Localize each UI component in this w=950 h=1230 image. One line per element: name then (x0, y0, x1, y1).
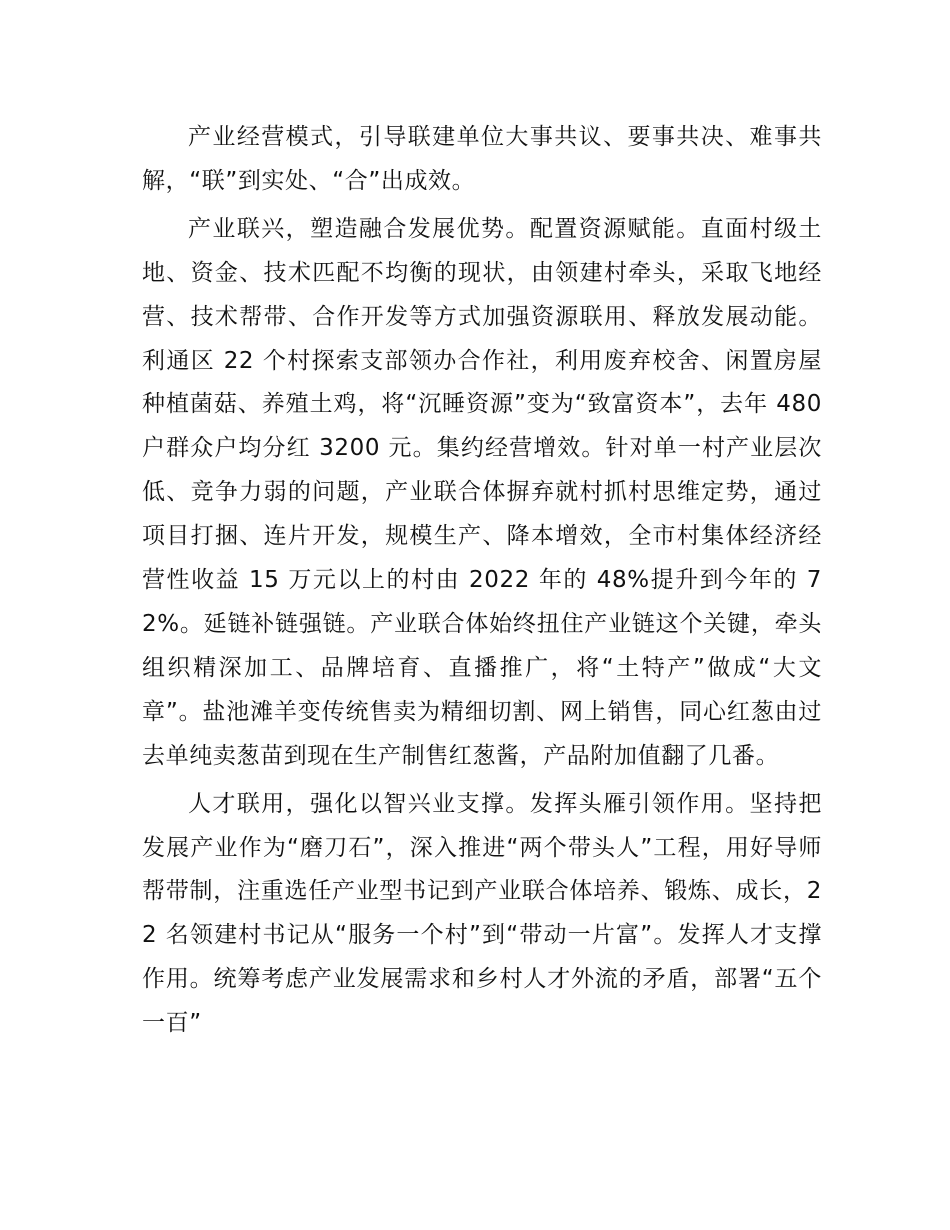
document-body (142, 116, 822, 1050)
paragraph-1: 产业经营模式，引导联建单位大事共议、要事共决、难事共解，“联”到实处、“合”出成效。 (142, 124, 822, 194)
paragraph-2: 产业联兴，塑造融合发展优势。配置资源赋能。直面村级土地、资金、技术匹配不均衡的现状，由领建村牵头，采取飞地经营、技术帮带、合作开发等方式加强资源联用、释放发展动能。利通区 22 个村探索支部领办合作社，利用废弃校舍、闲置房屋种植菌菇、养殖土鸡，将“沉睡资源”变为“致富资本”，去年 480 户群众户均分红 3200 元。集约经营增效。针对单一村产业层次低、竞争力弱的问题，产业联合体摒弃就村抓村思维定势，通过项目打捆、连片开发，规模生产、降本增效，全市村集体经济经营性收益 15 万元以上的村由 2022 年的 48%提升到今年的 72%。延链补链强链。产业联合体始终扭住产业链这个关键，牵头组织精深加工、品牌培育、直播推广，将“土特产”做成“大文章”。盐池滩羊变传统售卖为精细切割、网上销售，同心红葱由过去单纯卖葱苗到现在生产制售红葱酱，产品附加值翻了几番。 (142, 215, 822, 769)
paragraph-3: 人才联用，强化以智兴业支撑。发挥头雁引领作用。坚持把发展产业作为“磨刀石”，深入推进“两个带头人”工程，用好导师帮带制，注重选任产业型书记到产业联合体培养、锻炼、成长，22 名领建村书记从“服务一个村”到“带动一片富”。发挥人才支撑作用。统筹考虑产业发展需求和乡村人才外流的矛盾，部署“五个一百” (142, 790, 822, 1037)
